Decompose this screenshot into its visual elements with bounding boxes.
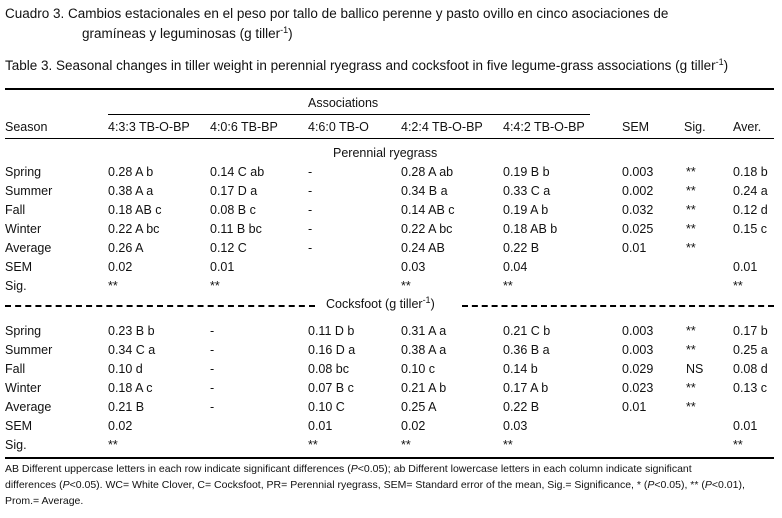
table-cell: 0.04 bbox=[503, 260, 528, 274]
aver-cell: 0.08 d bbox=[733, 362, 768, 376]
cocksfoot-title-end: ) bbox=[430, 297, 435, 311]
sem-cell: 0.023 bbox=[622, 381, 654, 395]
table-cell: 0.38 A a bbox=[401, 343, 447, 357]
row-label: Sig. bbox=[5, 279, 27, 293]
row-label: Winter bbox=[5, 381, 42, 395]
table-cell: - bbox=[308, 222, 313, 236]
caption-spanish-line1: Cuadro 3. Cambios estacionales en el peso por tallo de ballico perenne y pasto ovillo en cinco asociaciones de bbox=[5, 6, 669, 21]
table-cell: 0.34 B a bbox=[401, 184, 448, 198]
table-cell: - bbox=[210, 343, 215, 357]
aver-cell: 0.17 b bbox=[733, 324, 768, 338]
row-label: Spring bbox=[5, 165, 42, 179]
table-cell: 0.18 AB b bbox=[503, 222, 558, 236]
footnote-line2 bbox=[5, 477, 745, 493]
header-bottom-rule bbox=[5, 138, 774, 139]
footnote-line2-p1: P bbox=[62, 479, 70, 491]
table-cell: ** bbox=[210, 279, 220, 293]
table-cell: 0.17 D a bbox=[210, 184, 258, 198]
table-cell: - bbox=[210, 400, 215, 414]
aver-cell: 0.01 bbox=[733, 260, 758, 274]
table-cell: ** bbox=[503, 279, 513, 293]
sig-header: Sig. bbox=[684, 120, 706, 134]
footnote-line2-b: <0.05). WC= White Clover, C= Cocksfoot, PR= Perennial ryegrass, SEM= Standard error of the mean, Sig.= Significance, * ( bbox=[69, 479, 648, 491]
footnote-line2-d: <0.01), bbox=[711, 479, 745, 491]
caption-spanish-line2-end: ) bbox=[288, 26, 293, 41]
section-title-cocksfoot bbox=[326, 297, 435, 311]
sem-cell: 0.025 bbox=[622, 222, 654, 236]
sem-cell: 0.003 bbox=[622, 324, 654, 338]
table-cell: 0.19 A b bbox=[503, 203, 549, 217]
sem-cell: 0.003 bbox=[622, 165, 654, 179]
footnote-line2-p3: P bbox=[704, 479, 712, 491]
row-label: Spring bbox=[5, 324, 42, 338]
row-label: Sig. bbox=[5, 438, 27, 452]
table-top-rule bbox=[5, 88, 774, 90]
aver-cell: 0.24 a bbox=[733, 184, 768, 198]
footnote-line1-a: AB Different uppercase letters in each row indicate significant differences ( bbox=[5, 463, 351, 475]
sig-cell: ** bbox=[686, 165, 696, 179]
footnote-line2-p2: P bbox=[647, 479, 655, 491]
sem-cell: 0.002 bbox=[622, 184, 654, 198]
caption-english-end: ) bbox=[723, 58, 729, 73]
table-cell: - bbox=[210, 324, 215, 338]
row-label: SEM bbox=[5, 260, 33, 274]
table-cell: 0.21 C b bbox=[503, 324, 551, 338]
table-cell: 0.02 bbox=[108, 419, 133, 433]
table-cell: ** bbox=[108, 438, 118, 452]
table-cell: 0.03 bbox=[401, 260, 426, 274]
sem-cell: 0.003 bbox=[622, 343, 654, 357]
table-cell: - bbox=[308, 184, 313, 198]
table-cell: 0.08 B c bbox=[210, 203, 256, 217]
footnote-line1 bbox=[5, 461, 692, 477]
row-label: Fall bbox=[5, 362, 26, 376]
table-cell: 0.11 B bc bbox=[210, 222, 262, 236]
table-cell: 0.31 A a bbox=[401, 324, 447, 338]
section-divider-right bbox=[462, 305, 774, 307]
table-cell: 0.10 d bbox=[108, 362, 143, 376]
table-cell: 0.22 A bc bbox=[401, 222, 453, 236]
caption-english bbox=[5, 58, 728, 73]
table-cell: 0.22 B bbox=[503, 400, 540, 414]
table-cell: - bbox=[308, 165, 313, 179]
table-cell: 0.21 A b bbox=[401, 381, 447, 395]
aver-header: Aver. bbox=[733, 120, 762, 134]
table-cell: 0.38 A a bbox=[108, 184, 154, 198]
aver-cell: 0.12 d bbox=[733, 203, 768, 217]
section-divider-left bbox=[5, 305, 315, 307]
table-cell: 0.18 AB c bbox=[108, 203, 162, 217]
row-label: SEM bbox=[5, 419, 33, 433]
table-cell: 0.12 C bbox=[210, 241, 247, 255]
col-header-4: 4:2:4 TB-O-BP bbox=[401, 120, 483, 134]
cocksfoot-title-text: Cocksfoot (g tiller bbox=[326, 297, 423, 311]
col-header-3: 4:6:0 TB-O bbox=[308, 120, 369, 134]
sig-cell: ** bbox=[686, 381, 696, 395]
caption-english-superscript: -1 bbox=[715, 57, 724, 67]
row-label: Winter bbox=[5, 222, 42, 236]
footnote-line1-b: <0.05); ab Different lowercase letters in each column indicate significant bbox=[357, 463, 692, 475]
sem-header: SEM bbox=[622, 120, 650, 134]
table-cell: 0.08 bc bbox=[308, 362, 350, 376]
col-header-2: 4:0:6 TB-BP bbox=[210, 120, 278, 134]
associations-header: Associations bbox=[308, 96, 379, 110]
aver-cell: 0.13 c bbox=[733, 381, 768, 395]
table-cell: - bbox=[210, 381, 215, 395]
sem-cell: 0.032 bbox=[622, 203, 654, 217]
table-cell: 0.36 B a bbox=[503, 343, 550, 357]
sig-cell: ** bbox=[686, 343, 696, 357]
sig-cell: ** bbox=[686, 222, 696, 236]
footnote-line3: Prom.= Average. bbox=[5, 495, 84, 507]
caption-spanish-superscript: -1 bbox=[280, 25, 289, 35]
table-cell: 0.26 A bbox=[108, 241, 144, 255]
table-cell: 0.28 A ab bbox=[401, 165, 454, 179]
footnote-line2-a: differences ( bbox=[5, 479, 63, 491]
table-cell: 0.01 bbox=[210, 260, 235, 274]
table-cell: 0.14 AB c bbox=[401, 203, 455, 217]
sig-cell: NS bbox=[686, 362, 704, 376]
footnote-line1-p: P bbox=[350, 463, 358, 475]
table-cell: 0.02 bbox=[401, 419, 426, 433]
footnote-line2-c: <0.05), ** ( bbox=[654, 479, 705, 491]
table-cell: 0.21 B bbox=[108, 400, 145, 414]
table-cell: 0.22 A bc bbox=[108, 222, 160, 236]
table-cell: 0.03 bbox=[503, 419, 528, 433]
sig-cell: ** bbox=[686, 324, 696, 338]
caption-spanish-line2 bbox=[82, 26, 293, 41]
table-cell: - bbox=[308, 241, 313, 255]
table-cell: 0.23 B b bbox=[108, 324, 155, 338]
aver-cell: 0.25 a bbox=[733, 343, 768, 357]
col-header-1: 4:3:3 TB-O-BP bbox=[108, 120, 190, 134]
table-cell: 0.22 B bbox=[503, 241, 540, 255]
sig-cell: ** bbox=[686, 400, 696, 414]
sig-cell: ** bbox=[686, 241, 696, 255]
col-header-5: 4:4:2 TB-O-BP bbox=[503, 120, 585, 134]
row-label: Average bbox=[5, 400, 52, 414]
table-cell: ** bbox=[503, 438, 513, 452]
table-cell: 0.11 D b bbox=[308, 324, 355, 338]
table-cell: 0.14 C ab bbox=[210, 165, 265, 179]
row-label: Fall bbox=[5, 203, 26, 217]
table-cell: 0.33 C a bbox=[503, 184, 551, 198]
caption-spanish-line2-text: gramíneas y leguminosas (g tiller bbox=[82, 26, 281, 41]
table-cell: 0.10 c bbox=[401, 362, 436, 376]
aver-cell: ** bbox=[733, 279, 743, 293]
table-cell: ** bbox=[308, 438, 318, 452]
row-label: Average bbox=[5, 241, 52, 255]
table-cell: 0.25 A bbox=[401, 400, 437, 414]
table-cell: 0.28 A b bbox=[108, 165, 154, 179]
aver-cell: 0.18 b bbox=[733, 165, 768, 179]
table-cell: 0.34 C a bbox=[108, 343, 156, 357]
table-cell: 0.18 A c bbox=[108, 381, 153, 395]
row-label: Summer bbox=[5, 184, 53, 198]
table-cell: ** bbox=[401, 438, 411, 452]
associations-underline bbox=[108, 114, 590, 115]
table-cell: 0.10 C bbox=[308, 400, 345, 414]
sem-cell: 0.01 bbox=[622, 241, 647, 255]
aver-cell: ** bbox=[733, 438, 743, 452]
table-cell: ** bbox=[401, 279, 411, 293]
aver-cell: 0.15 c bbox=[733, 222, 768, 236]
table-cell: 0.16 D a bbox=[308, 343, 356, 357]
table-cell: 0.19 B b bbox=[503, 165, 550, 179]
aver-cell: 0.01 bbox=[733, 419, 758, 433]
sem-cell: 0.01 bbox=[622, 400, 647, 414]
season-header: Season bbox=[5, 120, 48, 134]
table-bottom-rule bbox=[5, 457, 774, 459]
caption-english-text: Table 3. Seasonal changes in tiller weight in perennial ryegrass and cocksfoot in five legume-grass associations (g tiller bbox=[5, 58, 716, 73]
table-cell: - bbox=[210, 362, 215, 376]
row-label: Summer bbox=[5, 343, 53, 357]
table-cell: 0.24 AB bbox=[401, 241, 445, 255]
table-cell: 0.01 bbox=[308, 419, 333, 433]
table-cell: 0.14 b bbox=[503, 362, 538, 376]
table-cell: 0.07 B c bbox=[308, 381, 354, 395]
cocksfoot-title-superscript: -1 bbox=[422, 295, 431, 305]
sig-cell: ** bbox=[686, 203, 696, 217]
table-cell: ** bbox=[108, 279, 118, 293]
table-cell: - bbox=[308, 203, 313, 217]
sem-cell: 0.029 bbox=[622, 362, 654, 376]
sig-cell: ** bbox=[686, 184, 696, 198]
section-title-ryegrass: Perennial ryegrass bbox=[333, 146, 438, 160]
table-cell: 0.02 bbox=[108, 260, 133, 274]
table-cell: 0.17 A b bbox=[503, 381, 549, 395]
